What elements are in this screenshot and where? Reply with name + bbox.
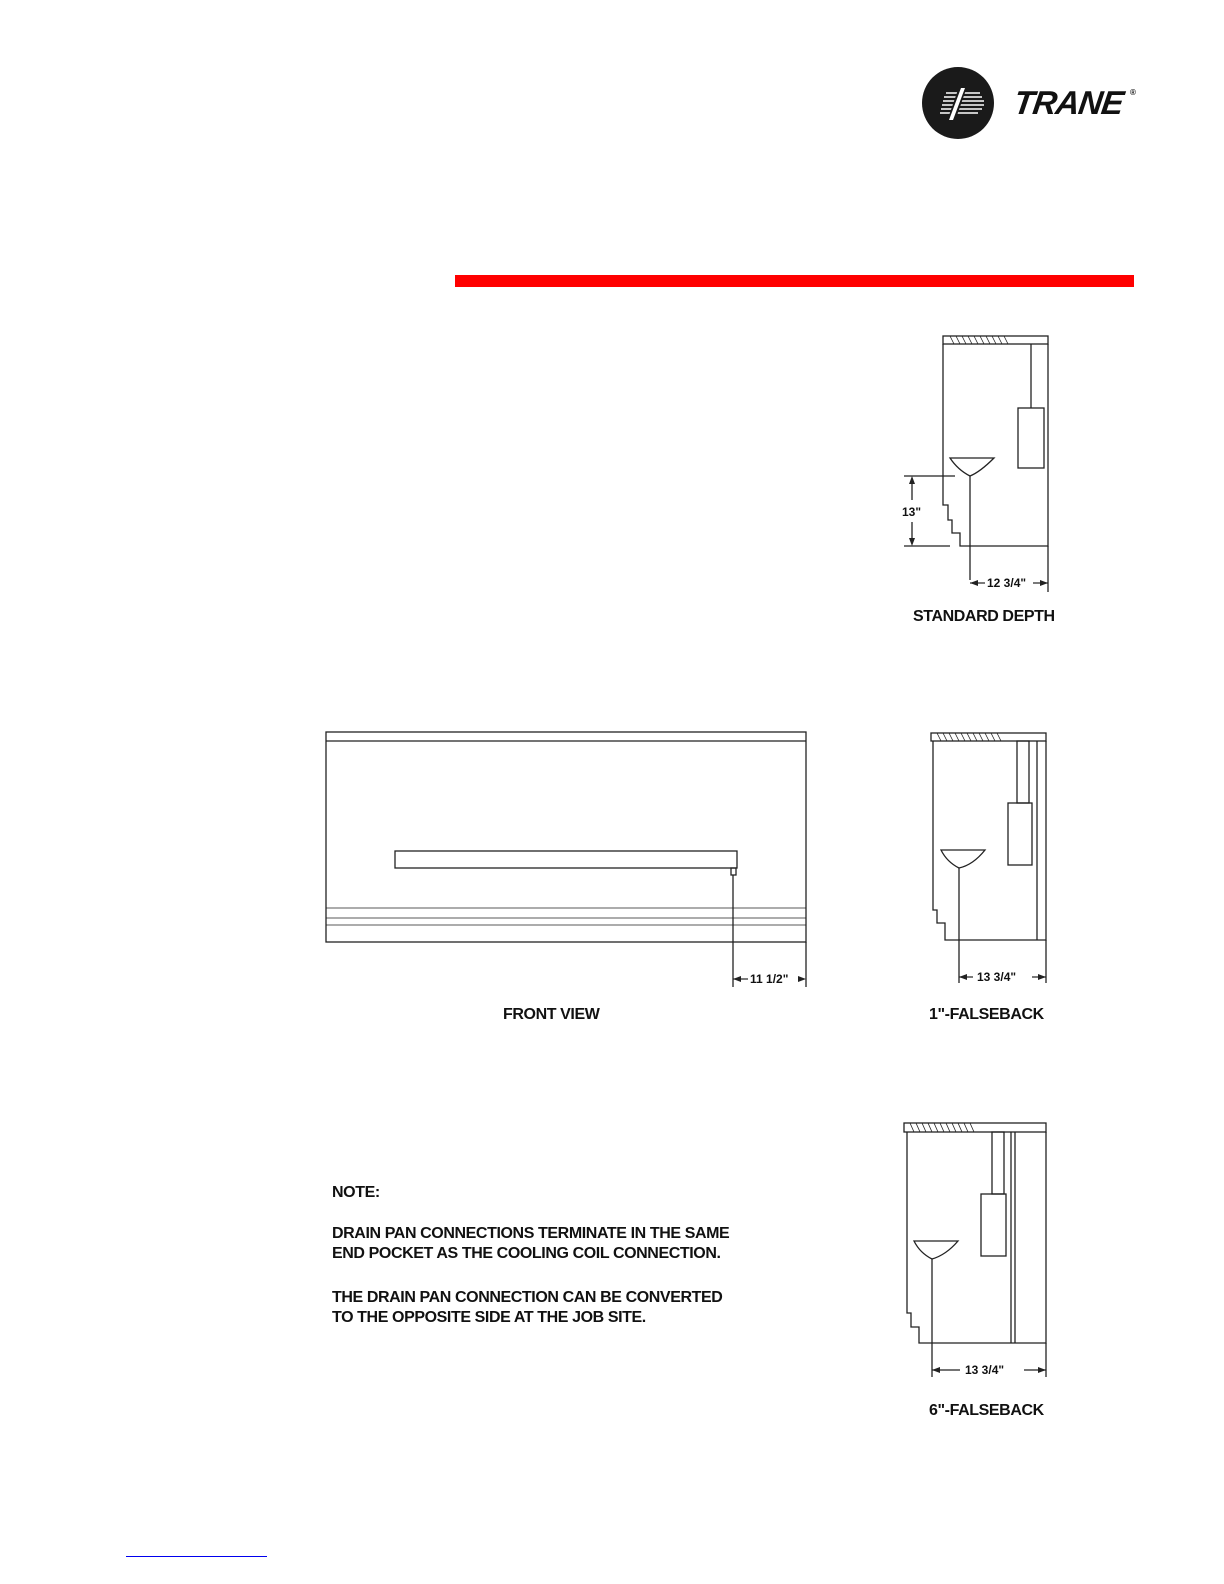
standard-depth-width-dim: 12 3/4" xyxy=(987,576,1027,590)
header-red-bar xyxy=(455,275,1134,287)
note-line-1: DRAIN PAN CONNECTIONS TERMINATE IN THE SAME xyxy=(332,1225,730,1242)
standard-depth-height-dim: 13" xyxy=(902,505,922,519)
note-line-2: END POCKET AS THE COOLING COIL CONNECTION. xyxy=(332,1245,721,1262)
standard-depth-diagram xyxy=(900,330,1070,600)
standard-depth-caption: STANDARD DEPTH xyxy=(913,608,1055,625)
falseback-6-diagram xyxy=(898,1115,1078,1395)
falseback-6-width-dim: 13 3/4" xyxy=(965,1363,1005,1377)
brand-name: TRANE xyxy=(1011,84,1126,121)
front-view-diagram xyxy=(320,725,820,995)
registered-mark: ® xyxy=(1130,88,1136,97)
falseback-1-width-dim: 13 3/4" xyxy=(977,970,1017,984)
front-view-caption: FRONT VIEW xyxy=(503,1006,600,1023)
front-view-width-dim: 11 1/2" xyxy=(750,972,789,986)
falseback-1-diagram xyxy=(925,725,1085,995)
falseback-1-caption: 1"-FALSEBACK xyxy=(929,1006,1044,1023)
note-heading: NOTE: xyxy=(332,1184,380,1201)
trane-logo-globe-icon xyxy=(920,66,1000,144)
note-line-3: THE DRAIN PAN CONNECTION CAN BE CONVERTED xyxy=(332,1289,723,1306)
falseback-6-caption: 6"-FALSEBACK xyxy=(929,1402,1044,1419)
footer-link-underline[interactable] xyxy=(126,1556,267,1557)
note-line-4: TO THE OPPOSITE SIDE AT THE JOB SITE. xyxy=(332,1309,646,1326)
